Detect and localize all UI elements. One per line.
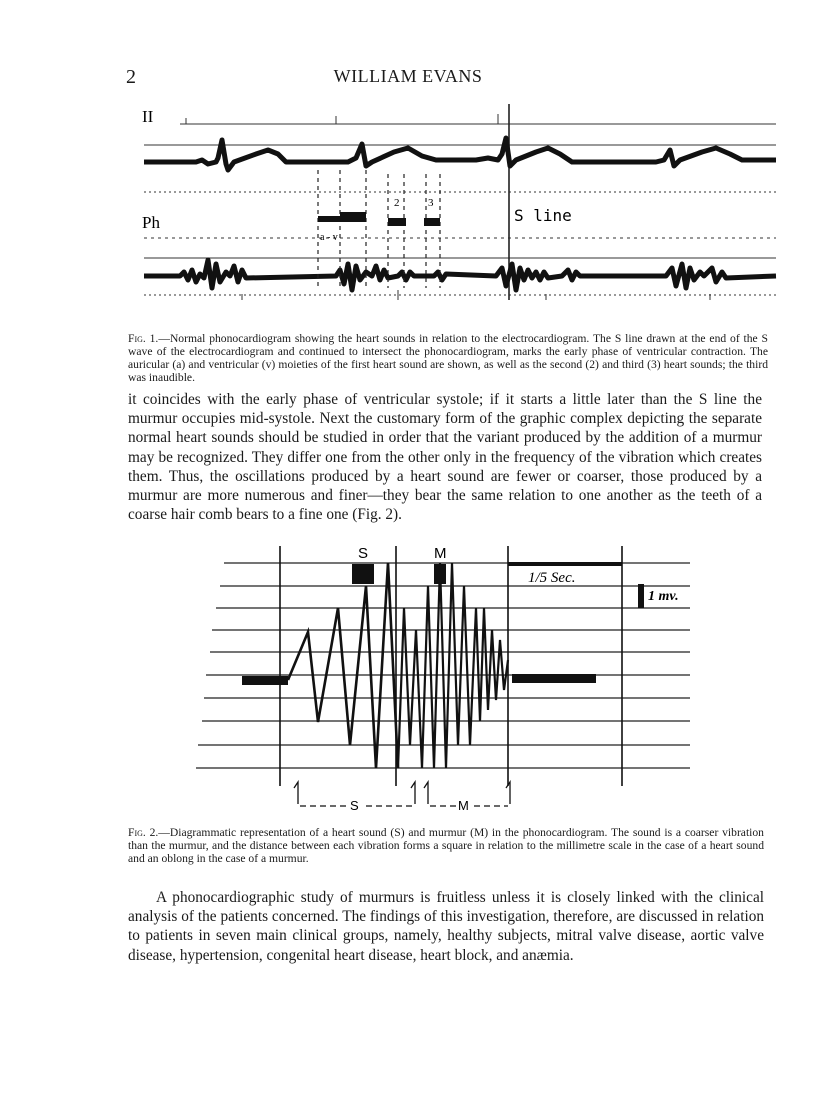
fig2-s-bracket-end <box>411 782 415 804</box>
fig1-caption-text: —Normal phonocardiogram showing the heart sounds in relation to the electrocardiogram. The S line drawn at the end of the S wave of the electrocardiogram and continued to intersect the phonocardiogram, marks the early phase of ventricular contraction. The auricular (a) and ventricular (v) moieties of the first heart sound are shown, as well as the second (2) and third (3) heart sounds; the third was inaudible. <box>128 332 768 384</box>
fig1-ph-label: Ph <box>142 213 160 232</box>
fig2-bracket-s: S <box>350 798 359 813</box>
figure-1 <box>136 100 780 314</box>
fig1-phono-trace <box>144 260 776 290</box>
paragraph-1: it coincides with the early phase of ventricular systole; if it starts a little later than the S line the murmur occupies mid-systole. Next the customary form of the graphic complex depicting the separate normal heart sounds should be studied in order that the variant produced by the addition of a murmur may be recognized. They differ one from the other only in the frequency of the vibration which creates them. Thus, the oscillations produced by a heart sound are fewer or coarser, those produced by a murmur are more numerous and finer—they bear the same relation to one another as the teeth of a coarse hair comb bears to a fine one (Fig. 2). <box>128 391 762 524</box>
fig2-s-bar <box>352 564 374 584</box>
fig2-time-label: 1/5 Sec. <box>528 570 576 586</box>
page-number: 2 <box>126 66 136 88</box>
running-head: WILLIAM EVANS <box>333 66 483 86</box>
fig2-m-bar <box>434 564 446 584</box>
paragraph-2: A phonocardiographic study of murmurs is fruitless unless it is closely linked with the clinical analysis of the patients concerned. The findings of this investigation, therefore, are discussed in relation to patients in seven main clinical groups, namely, healthy subjects, mitral valve disease, aortic valve disease, hypertension, congenital heart disease, heart block, and anæmia. <box>128 889 764 964</box>
fig1-lead-label: II <box>142 107 154 126</box>
fig1-a-bar <box>318 216 340 222</box>
fig2-m-bracket-end <box>506 782 510 804</box>
fig2-baseline-left <box>242 676 288 685</box>
fig1-second-label: 2 <box>394 197 400 209</box>
fig1-third-label: 3 <box>428 197 434 209</box>
fig2-sound-wave <box>288 563 398 768</box>
fig1-av-label: a - v <box>320 232 338 243</box>
fig1-second-sound-bar <box>388 218 406 226</box>
fig1-caption-label: Fig. 1. <box>128 332 159 345</box>
fig2-s-bracket-start <box>294 782 298 804</box>
fig2-voltage-bar <box>638 584 644 608</box>
fig1-v-bar <box>340 212 366 222</box>
fig1-ecg-trace <box>144 138 776 170</box>
fig2-voltage-label: 1 mv. <box>648 589 679 604</box>
fig2-label-s: S <box>358 545 369 562</box>
figure-2 <box>190 540 710 820</box>
fig1-third-sound-bar <box>424 218 440 226</box>
fig2-m-bracket-start <box>424 782 428 804</box>
fig2-caption-label: Fig. 2. <box>128 826 159 839</box>
fig2-caption-text: —Diagrammatic representation of a heart sound (S) and murmur (M) in the phonocardiogram. The sound is a coarser vibration than the murmur, and the distance between each vibration forms a square in relation to the millimetre scale in the case of a heart sound and an oblong in the case of a murmur. <box>128 826 764 865</box>
fig1-s-line-label: S line <box>514 206 572 225</box>
fig2-murmur-wave <box>398 563 508 768</box>
fig2-label-m: M <box>434 545 447 562</box>
fig2-bracket-m: M <box>458 798 469 813</box>
figure-2-caption <box>128 826 764 865</box>
fig2-baseline-right <box>512 674 596 683</box>
figure-1-caption <box>128 332 768 384</box>
fig2-time-bar <box>508 562 622 566</box>
